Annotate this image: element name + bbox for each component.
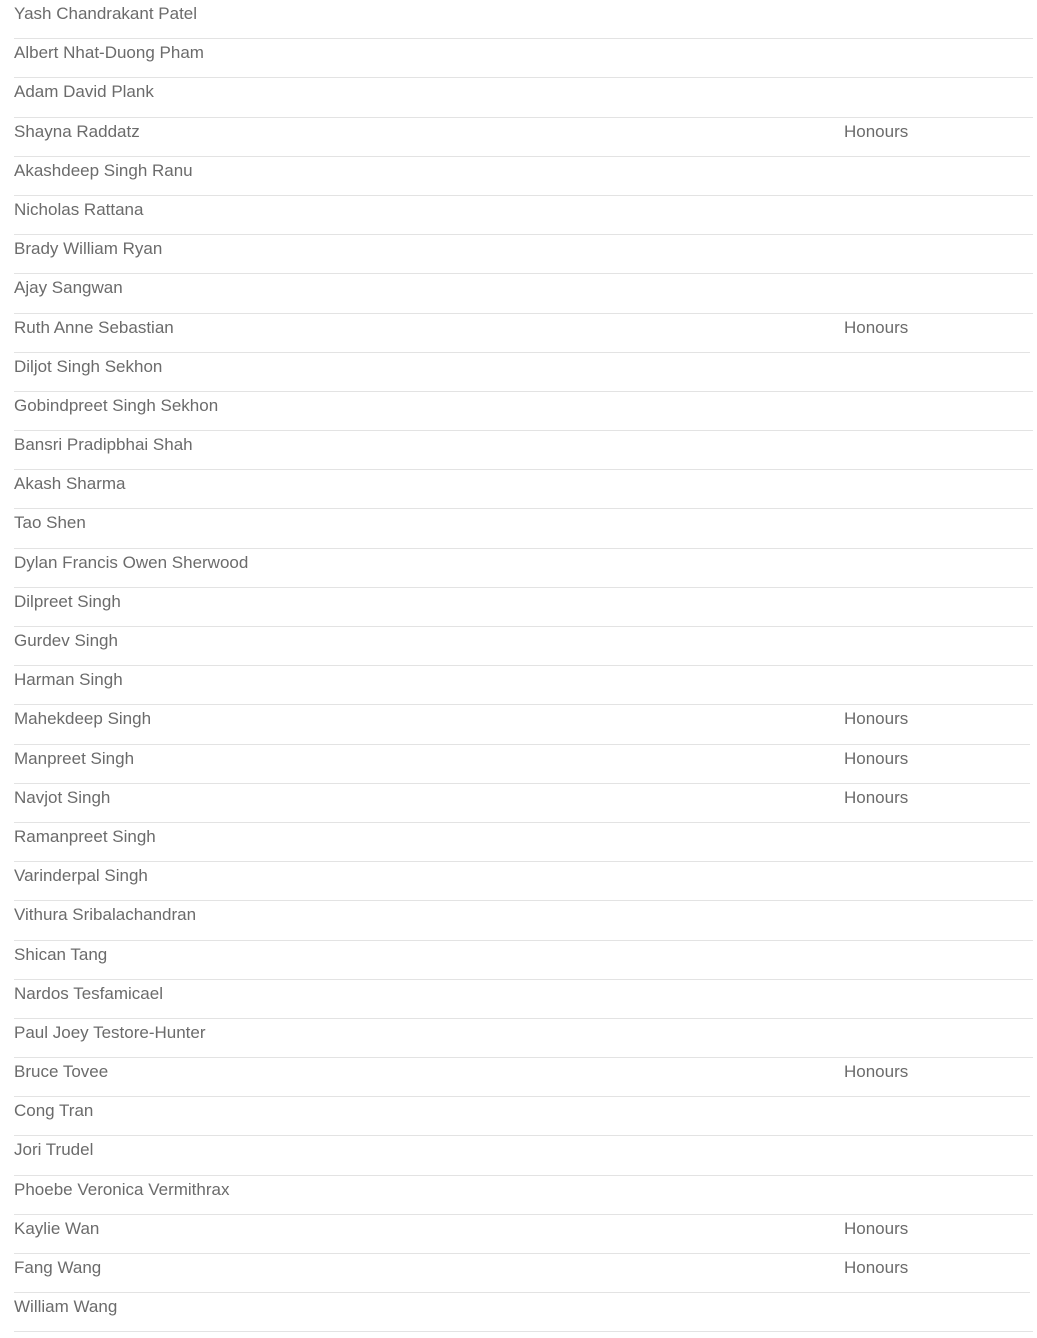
list-item <box>14 705 1030 744</box>
list-item <box>14 1136 1033 1175</box>
honours-label: Honours <box>844 748 909 768</box>
student-name: Nardos Tesfamicael <box>14 983 163 1003</box>
list-item <box>14 78 1033 117</box>
student-name: Fang Wang <box>14 1258 102 1277</box>
student-name: Brady William Ryan <box>14 239 163 259</box>
list-item <box>14 549 1033 588</box>
student-name: Gurdev Singh <box>14 631 118 650</box>
student-name: Akashdeep Singh Ranu <box>14 160 193 180</box>
list-item <box>14 1019 1033 1058</box>
list-item <box>14 1254 1030 1293</box>
list-item <box>14 39 1033 78</box>
honours-label: Honours <box>844 121 909 141</box>
student-name: Bruce Tovee <box>14 1062 109 1082</box>
list-item <box>14 431 1033 470</box>
student-name: William Wang <box>14 1297 118 1317</box>
list-item <box>14 1058 1030 1097</box>
student-name: Jori Trudel <box>14 1140 94 1160</box>
honours-label: Honours <box>844 1218 909 1238</box>
list-item <box>14 862 1033 901</box>
list-item <box>14 196 1033 235</box>
student-name: Diljot Singh Sekhon <box>14 356 163 376</box>
student-name: Shican Tang <box>14 944 108 964</box>
student-name: Phoebe Veronica Vermithrax <box>14 1179 230 1199</box>
student-name: Ruth Anne Sebastian <box>14 317 174 337</box>
honours-label: Honours <box>844 317 909 337</box>
student-name: Shayna Raddatz <box>14 121 140 141</box>
list-item <box>14 470 1033 509</box>
list-item <box>14 980 1033 1019</box>
list-item <box>14 353 1033 392</box>
list-item <box>14 901 1033 940</box>
student-name: Adam David Plank <box>14 82 154 102</box>
student-name: Yash Chandrakant Patel <box>14 4 198 23</box>
list-item <box>14 118 1030 157</box>
honours-label: Honours <box>844 709 909 729</box>
list-item <box>14 1176 1033 1215</box>
list-item <box>14 666 1033 705</box>
graduate-list <box>14 0 1033 1332</box>
student-name: Manpreet Singh <box>14 748 135 768</box>
list-item <box>14 627 1033 666</box>
list-item <box>14 235 1033 274</box>
list-item <box>14 392 1033 431</box>
list-item <box>14 509 1033 548</box>
student-name: Cong Tran <box>14 1101 94 1121</box>
student-name: Mahekdeep Singh <box>14 709 152 729</box>
student-name: Harman Singh <box>14 670 123 690</box>
student-name: Navjot Singh <box>14 787 111 807</box>
student-name: Varinderpal Singh <box>14 866 148 886</box>
student-name: Tao Shen <box>14 513 86 533</box>
list-item <box>14 784 1030 823</box>
list-item <box>14 941 1033 980</box>
honours-label: Honours <box>844 1258 909 1277</box>
honours-label: Honours <box>844 1062 909 1082</box>
list-item <box>14 1097 1033 1136</box>
student-name: Akash Sharma <box>14 474 126 494</box>
student-name: Ramanpreet Singh <box>14 826 156 846</box>
student-name: Nicholas Rattana <box>14 199 144 219</box>
student-name: Paul Joey Testore-Hunter <box>14 1022 206 1042</box>
student-name: Vithura Sribalachandran <box>14 905 197 925</box>
student-name: Ajay Sangwan <box>14 278 123 298</box>
honours-label: Honours <box>844 787 909 807</box>
student-name: Albert Nhat-Duong Pham <box>14 43 204 63</box>
list-item <box>14 1215 1030 1254</box>
student-name: Bansri Pradipbhai Shah <box>14 435 193 455</box>
list-item <box>14 1293 1033 1332</box>
student-name: Kaylie Wan <box>14 1218 100 1238</box>
list-item <box>14 157 1033 196</box>
list-item <box>14 314 1030 353</box>
student-name: Dylan Francis Owen Sherwood <box>14 552 249 572</box>
student-name: Gobindpreet Singh Sekhon <box>14 395 219 415</box>
list-item <box>14 745 1030 784</box>
list-item <box>14 588 1033 627</box>
list-item <box>14 0 1033 39</box>
student-name: Dilpreet Singh <box>14 591 121 611</box>
list-item <box>14 274 1033 313</box>
list-item <box>14 823 1033 862</box>
